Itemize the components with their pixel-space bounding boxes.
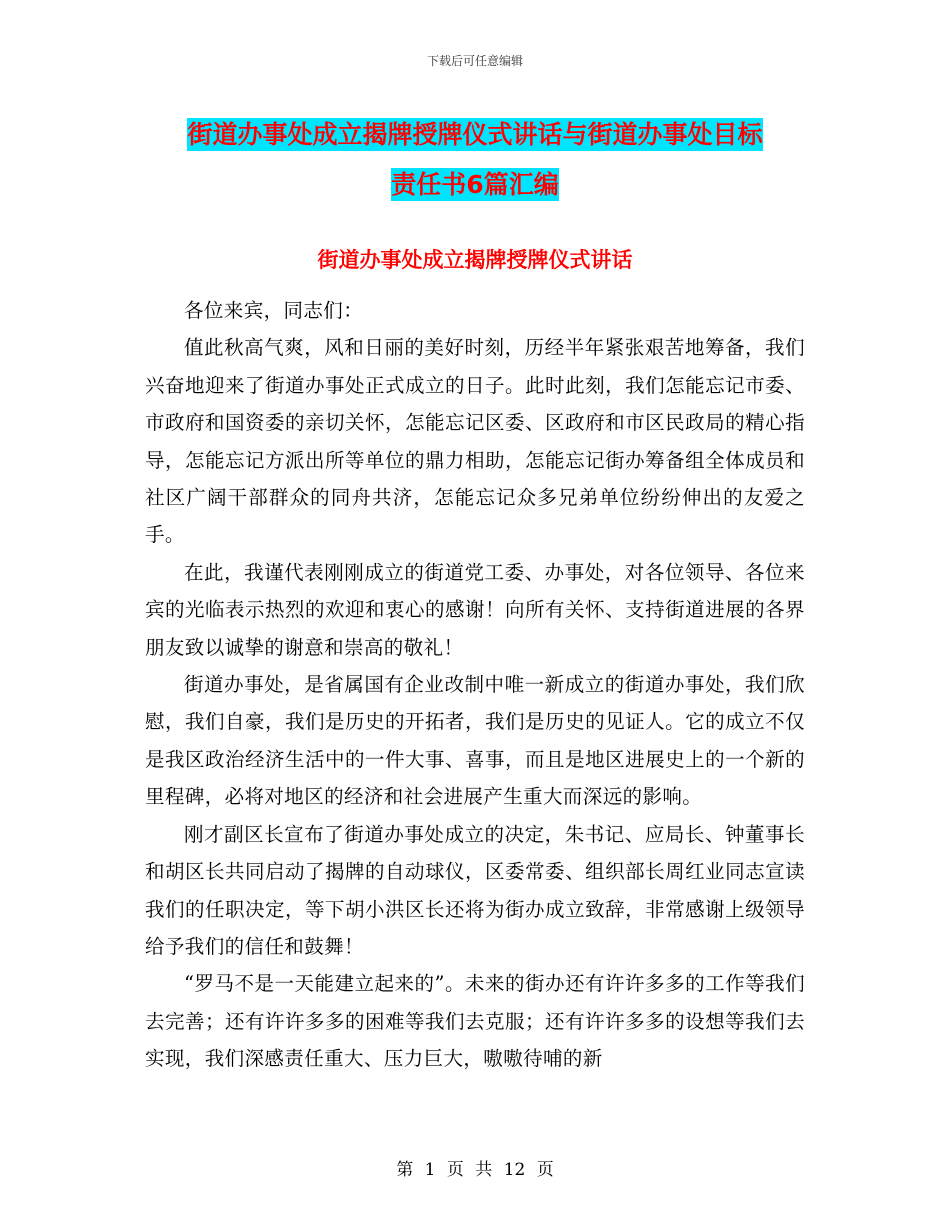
paragraph: 街道办事处，是省属国有企业改制中唯一新成立的街道办事处，我们欣慰，我们自豪，我们是历史的开拓者，我们是历史的见证人。它的成立不仅是我区政治经济生活中的一件大事、喜事，而且是地区进展史上的一个新的里程碑，必将对地区的经济和社会进展产生重大而深远的影响。 <box>145 673 805 809</box>
header-note: 下载后可任意编辑 <box>426 54 523 68</box>
document-title-line-1: 街道办事处成立揭牌授牌仪式讲话与街道办事处目标 <box>187 120 763 149</box>
paragraph: 刚才副区长宣布了街道办事处成立的决定，朱书记、应局长、钟董事长和胡区长共同启动了揭牌的自动球仪，区委常委、组织部长周红业同志宣读我们的任职决定，等下胡小洪区长还将为街办成立致辞，非常感谢上级领导给予我们的信任和鼓舞！ <box>145 822 805 958</box>
paragraph: 值此秋高气爽，风和日丽的美好时刻，历经半年紧张艰苦地筹备，我们兴奋地迎来了街道办事处正式成立的日子。此时此刻，我们怎能忘记市委、市政府和国资委的亲切关怀，怎能忘记区委、区政府和市区民政局的精心指导，怎能忘记方派出所等单位的鼎力相助，怎能忘记街办筹备组全体成员和社区广阔干部群众的同舟共济，怎能忘记众多兄弟单位纷纷伸出的友爱之手。 <box>145 336 805 547</box>
page-footer: 第 1 页 共 12 页 <box>396 1160 554 1180</box>
document-title <box>150 110 800 210</box>
paragraph: “罗马不是一天能建立起来的”。未来的街办还有许许多多的工作等我们去完善；还有许许多多的困难等我们去克服；还有许许多多的设想等我们去实现，我们深感责任重大、压力巨大，嗷嗷待哺的新 <box>145 972 805 1071</box>
paragraph-salutation: 各位来宾，同志们： <box>184 299 364 322</box>
document-title-line-2: 责任书6篇汇编 <box>391 170 559 199</box>
body-text <box>145 292 805 1078</box>
section-title: 街道办事处成立揭牌授牌仪式讲话 <box>317 248 633 272</box>
paragraph: 在此，我谨代表刚刚成立的街道党工委、办事处，对各位领导、各位来宾的光临表示热烈的欢迎和衷心的感谢！向所有关怀、支持街道进展的各界朋友致以诚挚的谢意和崇高的敬礼！ <box>145 560 805 659</box>
